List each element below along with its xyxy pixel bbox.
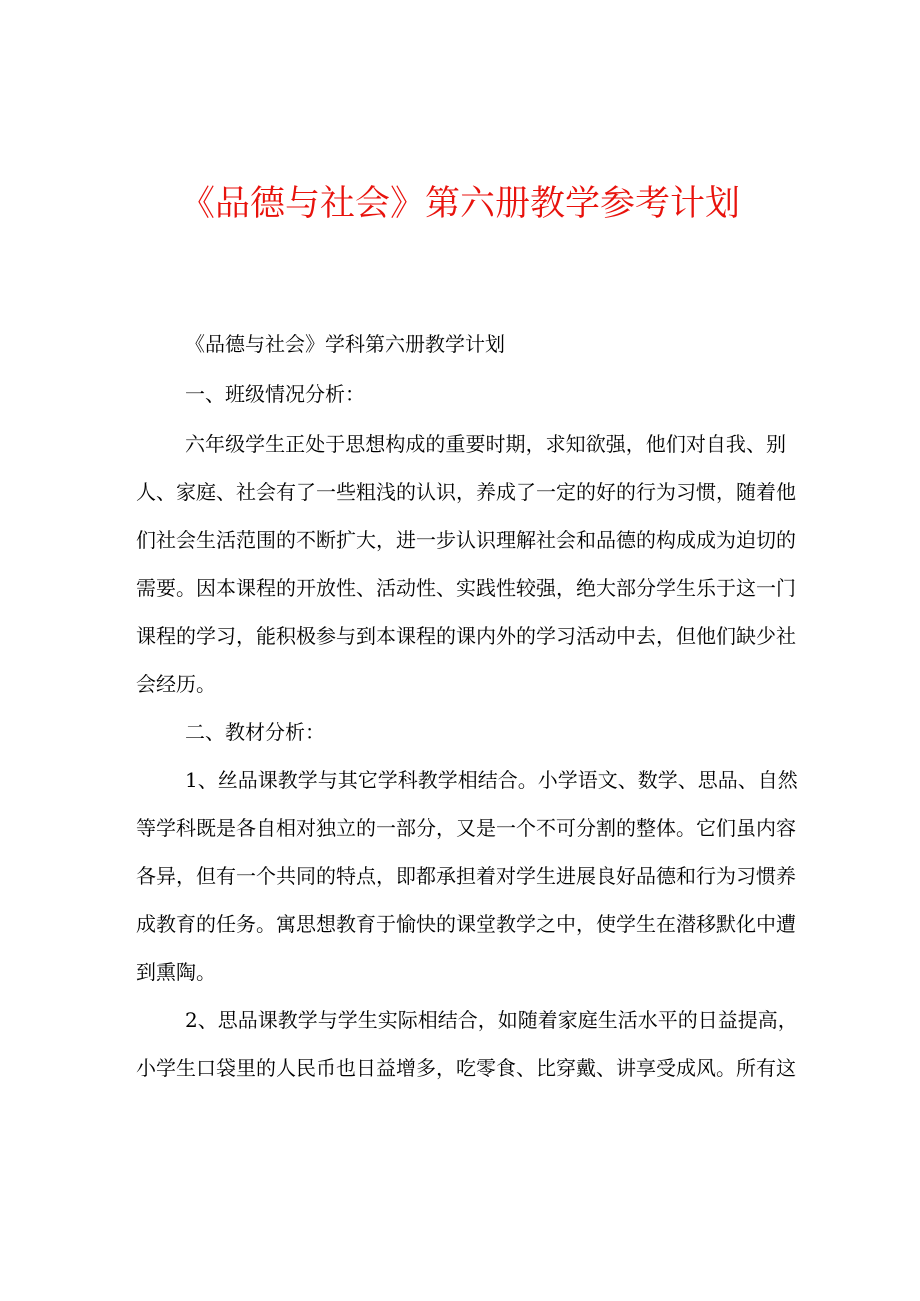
- paragraph-line: 六年级学生正处于思想构成的重要时期，求知欲强，他们对自我、别: [185, 432, 786, 456]
- section-heading-class-analysis: 一、班级情况分析：: [185, 382, 365, 406]
- paragraph-line: 们社会生活范围的不断扩大，进一步认识理解社会和品德的构成成为迫切的: [136, 528, 796, 552]
- paragraph-line: 等学科既是各自相对独立的一部分，又是一个不可分割的整体。它们虽内容: [136, 816, 796, 840]
- paragraph-line: 课程的学习，能积极参与到本课程的课内外的学习活动中去，但他们缺少社: [136, 624, 796, 648]
- paragraph-line: 1、丝品课教学与其它学科教学相结合。小学语文、数学、思品、自然: [185, 768, 798, 792]
- paragraph-line: 人、家庭、社会有了一些粗浅的认识，养成了一定的好的行为习惯，随着他: [136, 480, 796, 504]
- document-title: 《品德与社会》第六册教学参考计划: [179, 184, 740, 224]
- document-subtitle: 《品德与社会》学科第六册教学计划: [185, 332, 505, 356]
- paragraph-line: 需要。因本课程的开放性、活动性、实践性较强，绝大部分学生乐于这一门: [136, 576, 796, 600]
- paragraph-line: 小学生口袋里的人民币也日益增多，吃零食、比穿戴、讲享受成风。所有这: [136, 1056, 796, 1080]
- paragraph-line: 到熏陶。: [136, 960, 216, 984]
- paragraph-line: 会经历。: [136, 672, 216, 696]
- paragraph-line: 成教育的任务。寓思想教育于愉快的课堂教学之中，使学生在潜移默化中遭: [136, 912, 796, 936]
- paragraph-line: 各异，但有一个共同的特点，即都承担着对学生进展良好品德和行为习惯养: [136, 864, 796, 888]
- section-heading-textbook-analysis: 二、教材分析：: [185, 720, 325, 744]
- paragraph-line: 2、思品课教学与学生实际相结合，如随着家庭生活水平的日益提高，: [185, 1008, 798, 1032]
